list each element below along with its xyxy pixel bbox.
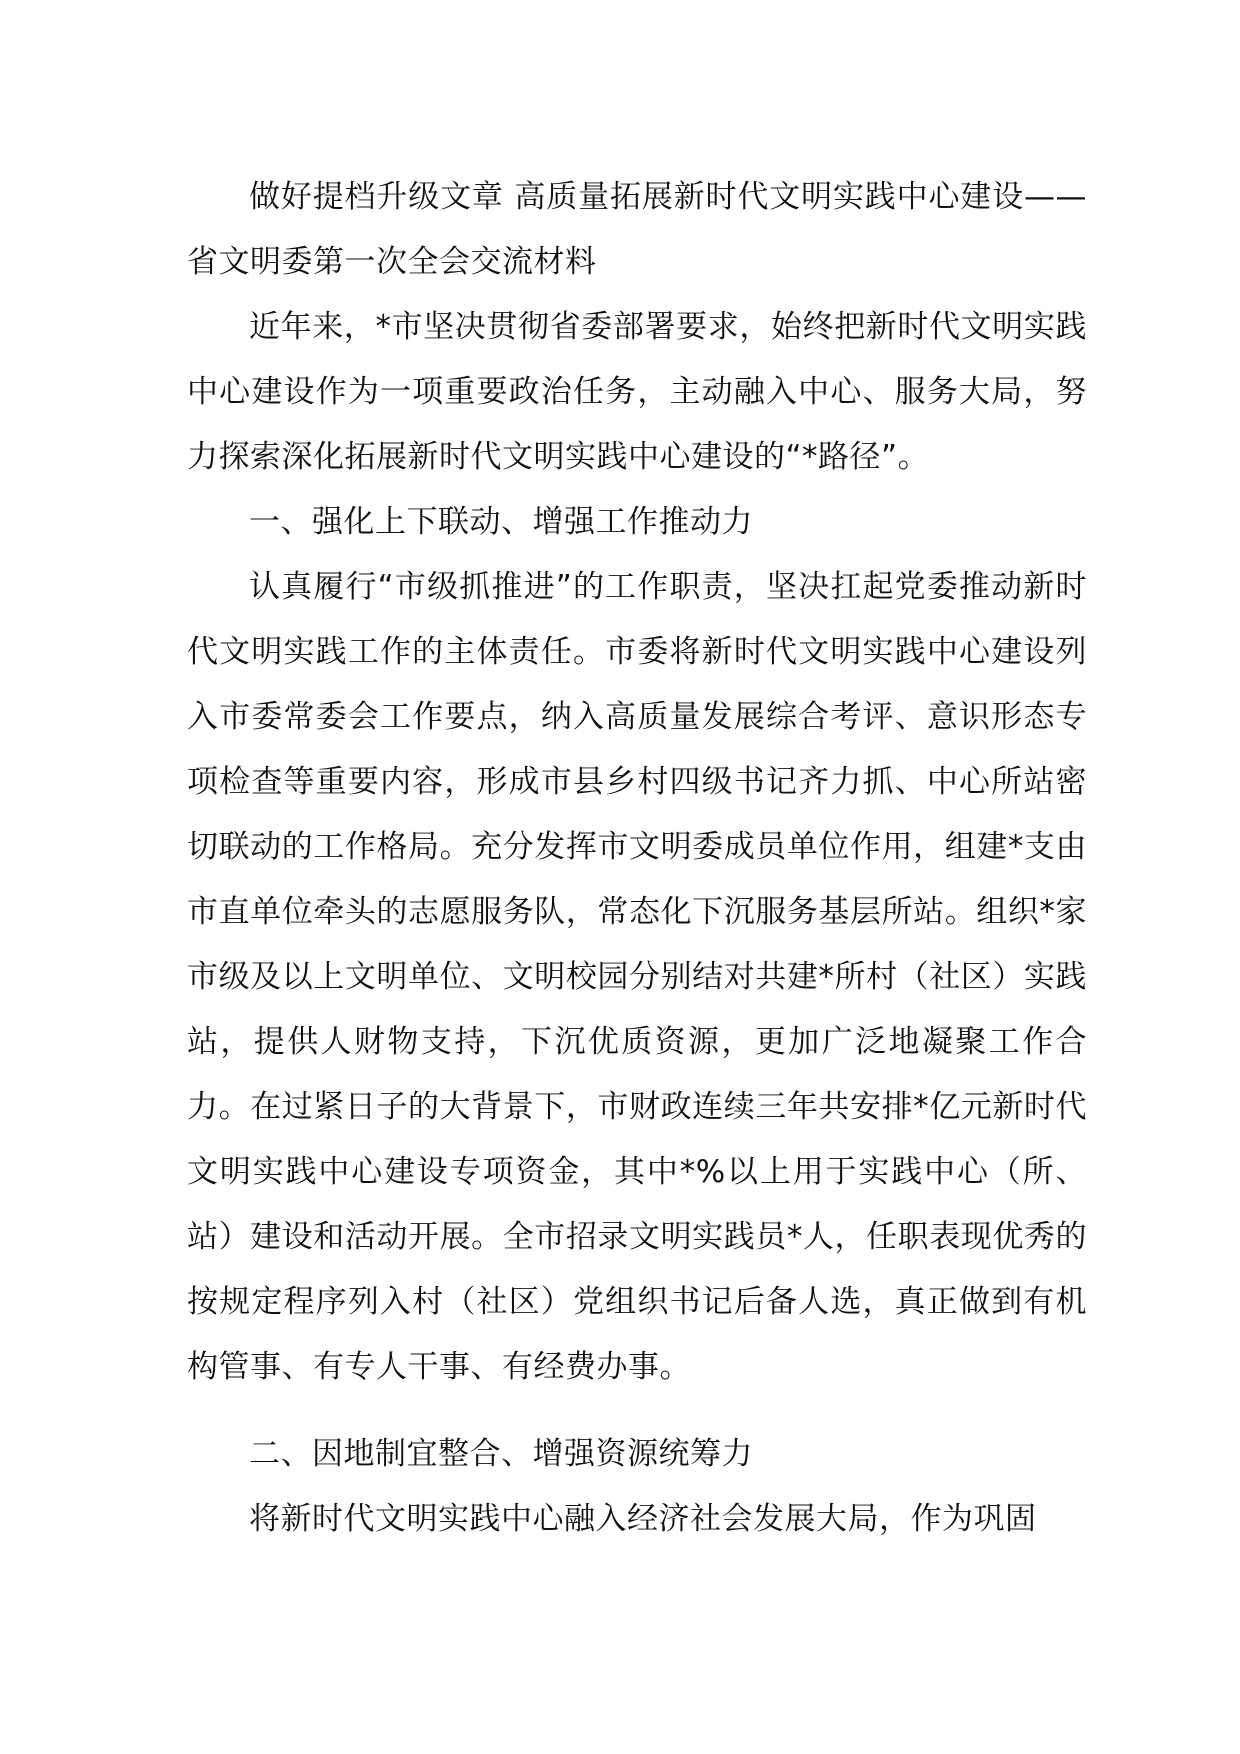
intro-paragraph: 近年来，*市坚决贯彻省委部署要求，始终把新时代文明实践中心建设作为一项重要政治任务，主动融入中心、服务大局，努力探索深化拓展新时代文明实践中心建设的“*路径”。 xyxy=(187,309,1087,475)
document-title: 做好提档升级文章 高质量拓展新时代文明实践中心建设——省文明委第一次全会交流材料 xyxy=(187,179,1087,280)
section-1-paragraph: 认真履行“市级抓推进”的工作职责，坚决扛起党委推动新时代文明实践工作的主体责任。市委将新时代文明实践中心建设列入市委常委会工作要点，纳入高质量发展综合考评、意识形态专项检查等重要内容，形成市县乡村四级书记齐力抓、中心所站密切联动的工作格局。充分发挥市文明委成员单位作用，组建*支由市直单位牵头的志愿服务队，常态化下沉服务基层所站。组织*家市级及以上文明单位、文明校园分别结对共建*所村（社区）实践站，提供人财物支持，下沉优质资源，更加广泛地凝聚工作合力。在过紧日子的大背景下，市财政连续三年共安排*亿元新时代文明实践中心建设专项资金，其中*%以上用于实践中心（所、站）建设和活动开展。全市招录文明实践员*人，任职表现优秀的按规定程序列入村（社区）党组织书记后备人选，真正做到有机构管事、有专人干事、有经费办事。 xyxy=(187,569,1087,1385)
section-1-heading: 一、强化上下联动、增强工作推动力 xyxy=(249,504,753,540)
section-2-paragraph: 将新时代文明实践中心融入经济社会发展大局，作为巩固 xyxy=(249,1501,1037,1537)
section-2-heading: 二、因地制宜整合、增强资源统筹力 xyxy=(249,1436,753,1472)
document-body xyxy=(187,165,1087,1552)
